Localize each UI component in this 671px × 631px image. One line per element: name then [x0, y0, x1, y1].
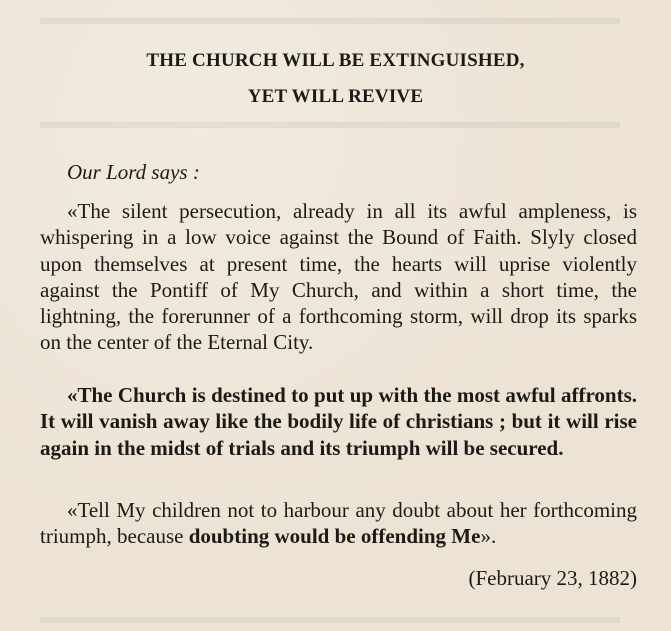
- chapter-title-line-1: THE CHURCH WILL BE EXTINGUISHED,: [146, 50, 525, 71]
- bleed-through-text: ▬▬▬▬▬▬▬▬▬▬▬▬▬▬▬▬▬▬▬▬▬▬▬▬▬▬▬▬▬: [40, 606, 620, 628]
- paragraph-1: «The silent persecution, already in all its awful ampleness, is whispering in a low voice against the Bound of Faith. Slyly closed upon themselves at present time, the hearts will uprise violently against the Pontiff of My Church, and within a short time, the lightning, the forerunner of a forthcoming storm, will drop its sparks on the center of the Eternal City.: [40, 199, 637, 355]
- intro-line: Our Lord says :: [67, 160, 200, 184]
- paragraph-3-end: ».: [480, 524, 497, 549]
- bleed-through-text: ▬▬▬▬▬▬▬▬▬▬▬▬▬▬▬▬▬▬▬▬▬▬▬▬▬▬▬▬▬: [40, 7, 620, 29]
- paragraph-3: [40, 497, 637, 550]
- paragraph-3-text: «Tell My children not to harbour any doubt about her forthcoming triumph, because: [40, 498, 637, 549]
- paragraph-3-emphasis: doubting would be offending Me: [188, 524, 481, 549]
- paragraph-2: «The Church is destined to put up with the most awful affronts. It will vanish away like the bodily life of christians ; but it will rise again in the midst of trials and its triumph will be secured.: [40, 383, 637, 460]
- bleed-through-text: ▬▬▬▬▬▬▬▬▬▬▬▬▬▬▬▬▬▬▬▬▬▬▬▬▬▬▬▬▬: [40, 111, 620, 133]
- chapter-title-line-2: YET WILL REVIVE: [247, 86, 424, 107]
- message-date: (February 23, 1882): [468, 566, 637, 590]
